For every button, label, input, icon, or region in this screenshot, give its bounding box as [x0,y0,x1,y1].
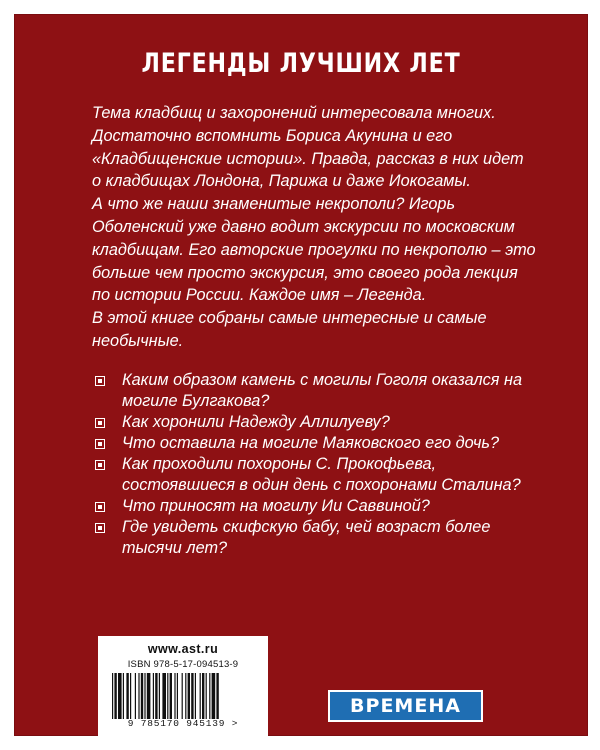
imprint-logo [328,690,483,722]
question-item [92,496,542,517]
question-text: Как хоронили Надежду Аллилуеву? [122,413,390,431]
checkbox-bullet-icon [95,523,105,533]
publisher-website: www.ast.ru [147,642,219,656]
checkbox-bullet-icon [95,439,105,449]
barcode-digits: 9 785170 945139 > [127,718,239,729]
question-item [92,412,542,433]
question-text: Что оставила на могиле Маяковского его дочь? [122,434,499,452]
question-text: Как проходили похороны С. Прокофьева, состоявшиеся в один день с похоронами Сталина? [122,455,521,494]
question-text: Каким образом камень с могилы Гоголя оказался на могиле Булгакова? [122,371,523,410]
imprint-logo-text: ВРЕМЕНА [330,692,481,720]
isbn-number: ISBN 978-5-17-094513-9 [127,659,239,670]
series-title: ЛЕГЕНДЫ ЛУЧШИХ ЛЕТ [141,48,461,79]
blurb-text [92,102,537,353]
checkbox-bullet-icon [95,502,105,512]
question-item [92,517,542,559]
checkbox-bullet-icon [95,460,105,470]
question-text: Где увидеть скифскую бабу, чей возраст более тысячи лет? [122,518,491,557]
blurb-paragraph: А что же наши знаменитые некрополи? Игорь Оболенский уже давно водит экскурсии по московским кладбищам. Его авторские прогулки по некрополю – это больше чем просто экскурсия, это своего рода лекция по истории России. Каждое имя – Легенда. [92,195,536,305]
question-item [92,433,542,454]
blurb-paragraph: В этой книге собраны самые интересные и самые необычные. [92,309,487,350]
question-list [92,370,542,559]
question-item [92,454,542,496]
question-text: Что приносят на могилу Ии Саввиной? [122,497,430,515]
checkbox-bullet-icon [95,418,105,428]
barcode-icon [108,673,258,719]
checkbox-bullet-icon [95,376,105,386]
question-item [92,370,542,412]
back-cover [14,14,588,736]
barcode-panel [98,636,268,741]
blurb-paragraph: Тема кладбищ и захоронений интересовала многих. Достаточно вспомнить Бориса Акунина и его «Кладбищенские истории». Правда, рассказ в них идет о кладбищах Лондона, Парижа и даже Иокогамы. [92,104,524,191]
